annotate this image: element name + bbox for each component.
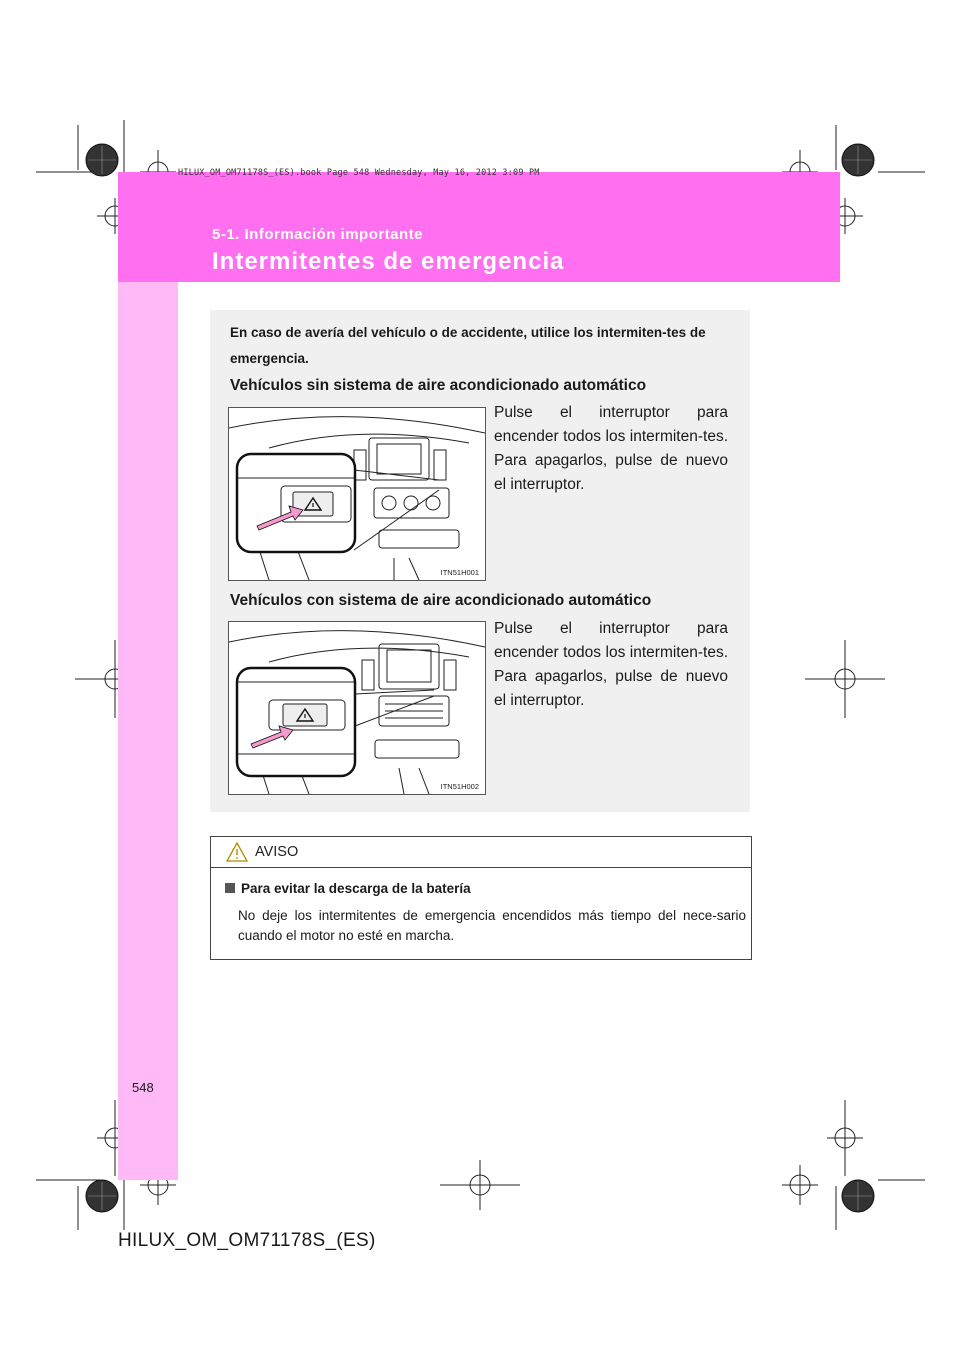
warning-header (211, 837, 751, 868)
page-number: 548 (132, 1080, 154, 1095)
warning-box (210, 836, 752, 960)
figure-code: ITN51H001 (440, 568, 479, 577)
intro-text: En caso de avería del vehículo o de accidente, utilice los intermiten-tes de emergencia. (230, 325, 706, 366)
warning-item-title-text: Para evitar la descarga de la batería (241, 881, 471, 896)
dashboard-illustration (229, 622, 485, 794)
section-heading-manual-ac: Vehículos sin sistema de aire acondicionado automático (230, 377, 647, 394)
section-heading-auto-ac: Vehículos con sistema de aire acondicionado automático (230, 592, 652, 609)
footer-doc-code: HILUX_OM_OM71178S_(ES) (118, 1230, 376, 1251)
sidebar-tab (118, 172, 178, 1180)
book-file-line: HILUX_OM_OM71178S_(ES).book Page 548 Wednesday, May 16, 2012 3:09 PM (178, 168, 540, 178)
warning-label: AVISO (255, 844, 299, 860)
page-title: Intermitentes de emergencia (212, 248, 565, 275)
warning-triangle-icon (226, 842, 248, 862)
instruction-text: Pulse el interruptor para encender todos los intermiten-tes. Para apagarlos, pulse de nuevo el interruptor. (494, 620, 728, 709)
bullet-square-icon (225, 883, 235, 893)
instruction-text: Pulse el interruptor para encender todos los intermiten-tes. Para apagarlos, pulse de nuevo el interruptor. (494, 404, 728, 493)
dashboard-figure-2 (228, 621, 486, 795)
figure-code: ITN51H002 (440, 782, 479, 791)
dashboard-illustration (229, 408, 485, 580)
section-label: 5-1. Información importante (212, 226, 424, 243)
dashboard-figure-1 (228, 407, 486, 581)
warning-item-title (225, 881, 471, 896)
warning-item-text: No deje los intermitentes de emergencia encendidos más tiempo del nece-sario cuando el motor no esté en marcha. (238, 908, 746, 943)
